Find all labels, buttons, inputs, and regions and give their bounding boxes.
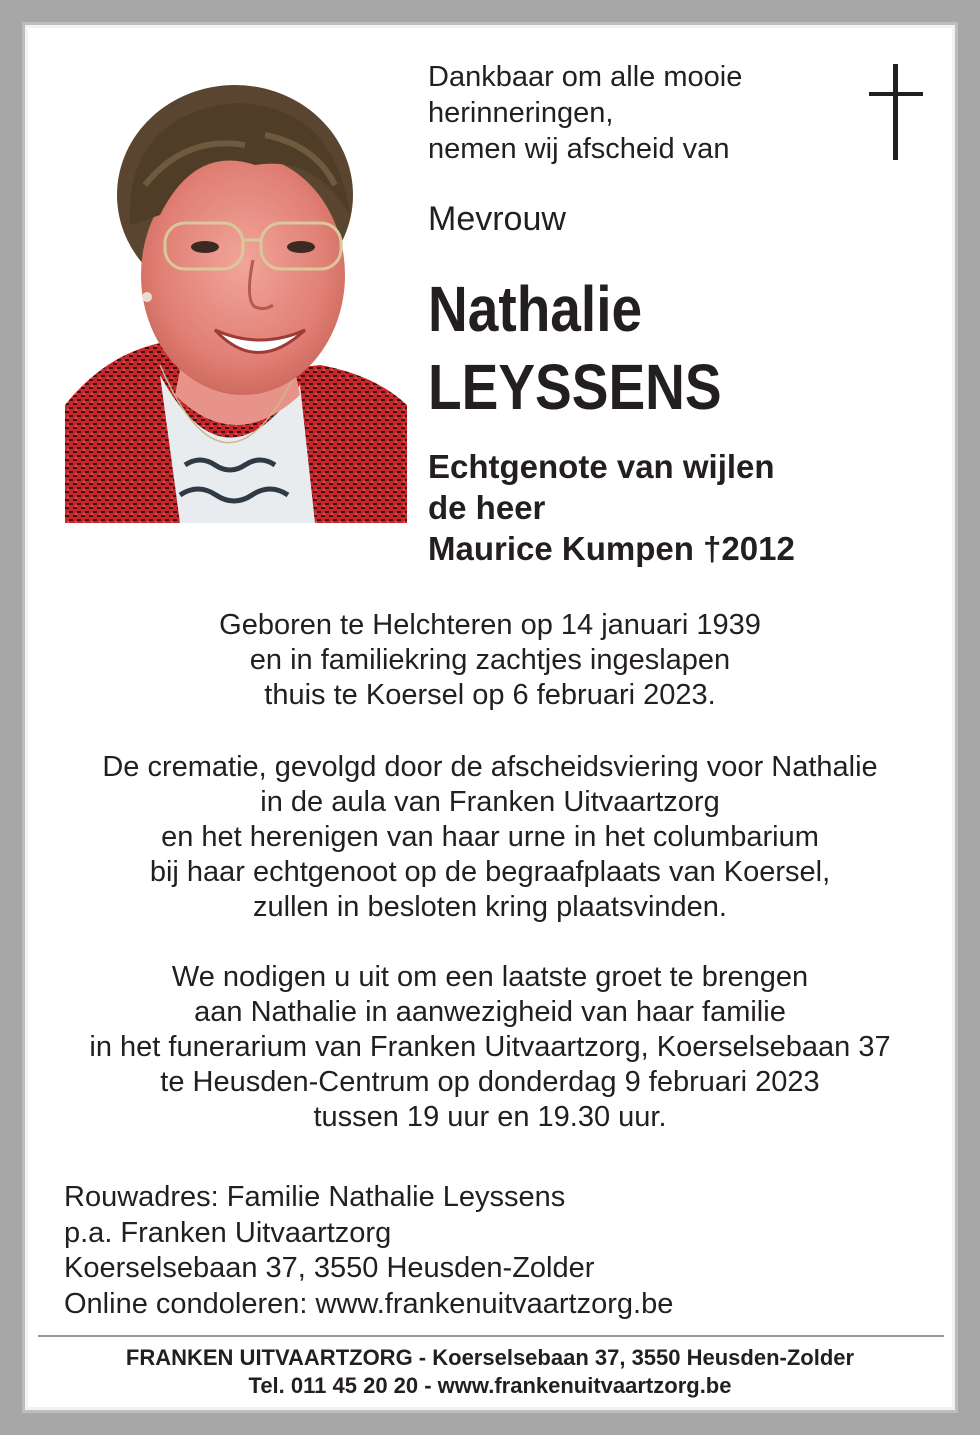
address-line: Koerselsebaan 37, 3550 Heusden-Zolder [64,1252,595,1284]
footer-divider [38,1335,944,1337]
address-line: Rouwadres: Familie Nathalie Leyssens [64,1181,566,1213]
first-name: Nathalie [428,273,643,345]
birth-line: Geboren te Helchteren op 14 januari 1939 [219,609,761,641]
cremation-line: in de aula van Franken Uitvaartzorg [260,786,720,818]
cremation-paragraph [28,750,952,925]
funeral-home-footer [28,1344,952,1400]
visitation-paragraph [28,960,952,1135]
visit-line: tussen 19 uur en 19.30 uur. [313,1101,667,1133]
cremation-line: zullen in besloten kring plaatsvinden. [253,891,727,923]
card-frame [22,22,958,1413]
footer-line-1: FRANKEN UITVAARTZORG - Koerselsebaan 37, 3550 Heusden-Zolder [125,1345,855,1370]
cremation-line: De crematie, gevolgd door de afscheidsviering voor Nathalie [102,751,878,783]
birth-death-paragraph [28,608,952,713]
portrait-photo [65,75,407,523]
intro-line-3: nemen wij afscheid van [428,133,730,165]
visit-line: aan Nathalie in aanwezigheid van haar familie [194,996,786,1028]
cross-icon [867,64,927,164]
visit-line: We nodigen u uit om een laatste groet te brengen [171,961,809,993]
spouse-info [428,446,795,569]
visit-line: in het funerarium van Franken Uitvaartzorg, Koerselsebaan 37 [89,1031,891,1063]
intro-text [428,59,848,167]
visit-line: te Heusden-Centrum op donderdag 9 februari 2023 [160,1066,820,1098]
card-body [28,28,952,1407]
footer-line-2: Tel. 011 45 20 20 - www.frankenuitvaartzorg.be [248,1373,732,1398]
mourning-address [64,1180,673,1322]
birth-line: thuis te Koersel op 6 februari 2023. [264,679,716,711]
intro-line-1: Dankbaar om alle mooie [428,61,743,93]
spouse-line-1: Echtgenote van wijlen [428,448,775,485]
cremation-line: en het herenigen van haar urne in het columbarium [161,821,819,853]
spouse-line-3: Maurice Kumpen †2012 [428,530,795,567]
honorific: Mevrouw [428,200,566,238]
condolence-link[interactable]: Online condoleren: www.frankenuitvaartzorg.be [64,1287,674,1320]
birth-line: en in familiekring zachtjes ingeslapen [249,644,731,676]
spouse-line-2: de heer [428,489,546,526]
deceased-name [428,270,722,426]
address-line: p.a. Franken Uitvaartzorg [64,1216,392,1249]
last-name: LEYSSENS [428,351,722,423]
cremation-line: bij haar echtgenoot op de begraafplaats van Koersel, [149,856,831,888]
intro-line-2: herinneringen, [428,97,614,129]
